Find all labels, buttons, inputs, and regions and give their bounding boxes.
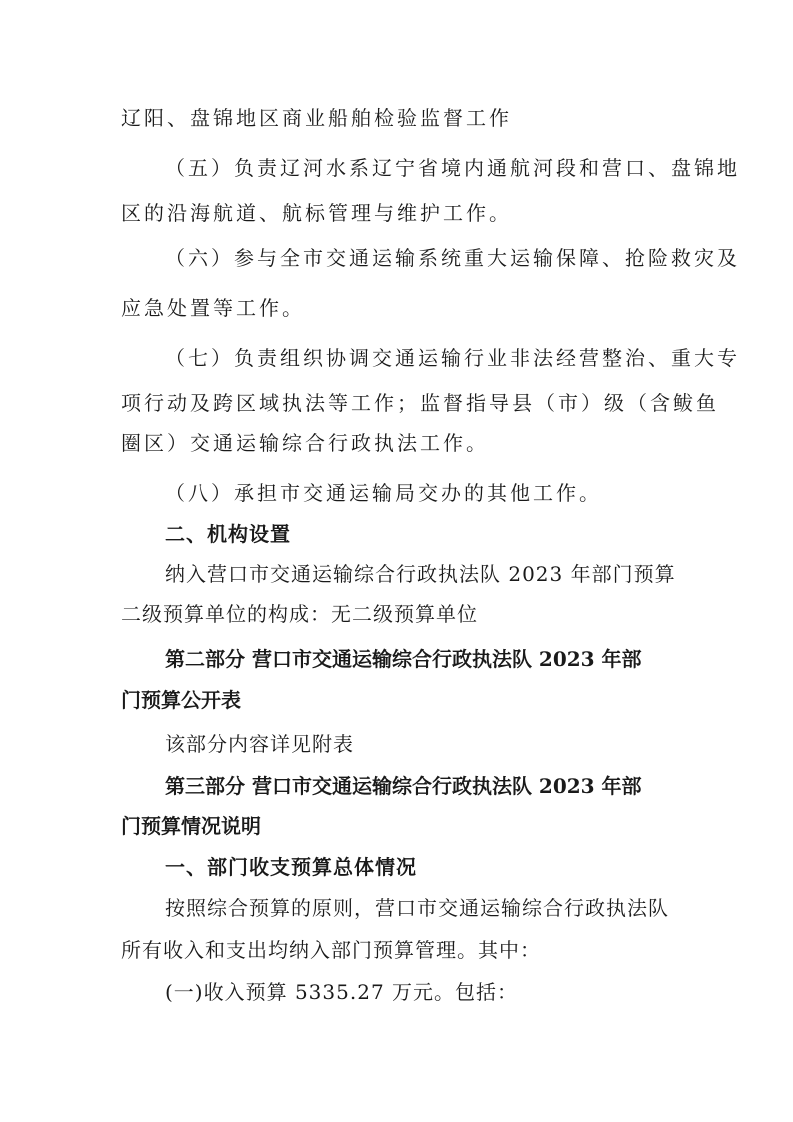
body-text-line: 项行动及跨区域执法等工作；监督指导县（市）级（含鲅鱼 (121, 391, 719, 415)
body-text-line: （八）承担市交通运输局交办的其他工作。 (165, 481, 602, 505)
body-text-line: 区的沿海航道、航标管理与维护工作。 (121, 201, 512, 225)
part-heading: 第二部分 营口市交通运输综合行政执法队 2023 年部 (165, 647, 642, 671)
section-heading: 二、机构设置 (165, 522, 291, 546)
body-text-line: 二级预算单位的构成：无二级预算单位 (121, 602, 478, 626)
body-text-line: 应急处置等工作。 (121, 296, 305, 320)
section-heading: 一、部门收支预算总体情况 (165, 855, 417, 879)
part-heading: 第三部分 营口市交通运输综合行政执法队 2023 年部 (165, 774, 642, 798)
body-text-line: 圈区）交通运输综合行政执法工作。 (121, 431, 489, 455)
body-text-line: 纳入营口市交通运输综合行政执法队 2023 年部门预算 (165, 562, 676, 586)
body-text-line: 按照综合预算的原则，营口市交通运输综合行政执法队 (165, 896, 669, 920)
body-text-line: 所有收入和支出均纳入部门预算管理。其中： (121, 938, 541, 962)
body-text-line: (一)收入预算 5335.27 万元。包括： (165, 980, 519, 1004)
part-heading-continued: 门预算情况说明 (121, 814, 261, 838)
body-text-line: （六）参与全市交通运输系统重大运输保障、抢险救灾及 (165, 246, 740, 270)
body-text-line: （七）负责组织协调交通运输行业非法经营整治、重大专 (165, 346, 740, 370)
part-heading-continued: 门预算公开表 (121, 688, 241, 712)
body-text-line: 该部分内容详见附表 (165, 732, 354, 756)
body-text-line: 辽阳、盘锦地区商业船舶检验监督工作 (121, 106, 512, 130)
body-text-line: （五）负责辽河水系辽宁省境内通航河段和营口、盘锦地 (165, 156, 740, 180)
